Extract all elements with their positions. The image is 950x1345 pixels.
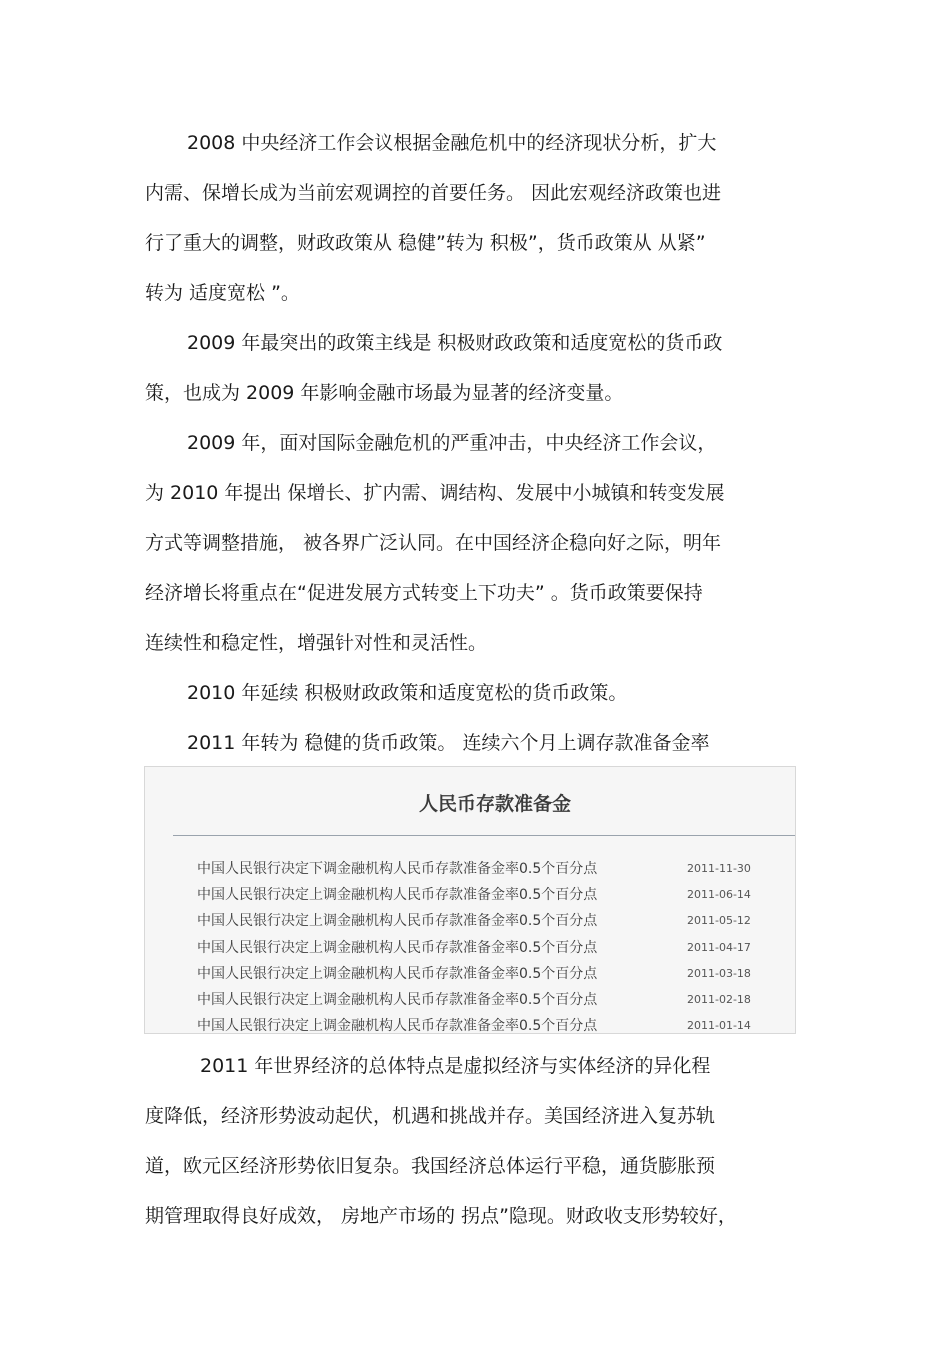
text-line: 策，也成为 2009 年影响金融市场最为显著的经济变量。 bbox=[145, 382, 624, 404]
text-line: 经济增长将重点在“促进发展方式转变上下功夫” 。货币政策要保持 bbox=[145, 582, 703, 604]
text-line: 度降低，经济形势波动起伏，机遇和挑战并存。美国经济进入复苏轨 bbox=[145, 1105, 716, 1127]
text-line: 转为 适度宽松 ”。 bbox=[145, 282, 300, 304]
announcement-date: 2011-02-18 bbox=[687, 992, 751, 1006]
list-item[interactable] bbox=[197, 908, 767, 934]
list-item[interactable] bbox=[197, 1013, 767, 1039]
text-line: 2010 年延续 积极财政政策和适度宽松的货币政策。 bbox=[187, 682, 628, 704]
announcement-link[interactable]: 中国人民银行决定上调金融机构人民币存款准备金率0.5个百分点 bbox=[197, 939, 598, 956]
text-line: 2008 中央经济工作会议根据金融危机中的经济现状分析，扩大 bbox=[187, 132, 717, 154]
reserve-ratio-panel bbox=[144, 766, 796, 1034]
list-item[interactable] bbox=[197, 987, 767, 1013]
text-line: 为 2010 年提出 保增长、扩内需、调结构、发展中小城镇和转变发展 bbox=[145, 482, 725, 504]
announcement-date: 2011-06-14 bbox=[687, 888, 751, 902]
announcement-date: 2011-11-30 bbox=[687, 862, 751, 875]
announcement-link[interactable]: 中国人民银行决定上调金融机构人民币存款准备金率0.5个百分点 bbox=[197, 965, 598, 982]
list-item[interactable] bbox=[197, 935, 767, 961]
announcement-link[interactable]: 中国人民银行决定上调金融机构人民币存款准备金率0.5个百分点 bbox=[197, 887, 598, 904]
announcement-link[interactable]: 中国人民银行决定下调金融机构人民币存款准备金率0.5个百分点 bbox=[197, 861, 598, 877]
announcement-link[interactable]: 中国人民银行决定上调金融机构人民币存款准备金率0.5个百分点 bbox=[197, 991, 598, 1008]
list-item[interactable] bbox=[197, 961, 767, 987]
text-line: 2011 年世界经济的总体特点是虚拟经济与实体经济的异化程 bbox=[200, 1055, 711, 1077]
text-line: 方式等调整措施， 被各界广泛认同。在中国经济企稳向好之际，明年 bbox=[145, 532, 722, 554]
announcement-link[interactable]: 中国人民银行决定上调金融机构人民币存款准备金率0.5个百分点 bbox=[197, 1018, 598, 1035]
text-line: 道，欧元区经济形势依旧复杂。我国经济总体运行平稳，通货膨胀预 bbox=[145, 1155, 716, 1177]
announcement-date: 2011-04-17 bbox=[687, 940, 751, 954]
announcement-date: 2011-01-14 bbox=[687, 1019, 751, 1033]
announcement-date: 2011-05-12 bbox=[687, 914, 751, 928]
text-line: 2009 年，面对国际金融危机的严重冲击，中央经济工作会议， bbox=[187, 432, 717, 454]
announcement-link[interactable]: 中国人民银行决定上调金融机构人民币存款准备金率0.5个百分点 bbox=[197, 913, 598, 930]
text-line: 内需、保增长成为当前宏观调控的首要任务。 因此宏观经济政策也进 bbox=[145, 182, 722, 204]
text-line: 期管理取得良好成效， 房地产市场的 拐点”隐现。财政收支形势较好， bbox=[145, 1205, 737, 1227]
text-line: 2009 年最突出的政策主线是 积极财政政策和适度宽松的货币政 bbox=[187, 332, 723, 354]
text-line: 连续性和稳定性，增强针对性和灵活性。 bbox=[145, 632, 488, 654]
list-item[interactable] bbox=[197, 856, 767, 882]
text-line: 行了重大的调整，财政政策从 稳健”转为 积极”，货币政策从 从紧” bbox=[145, 232, 706, 254]
announcement-list bbox=[197, 856, 767, 1039]
text-line: 2011 年转为 稳健的货币政策。 连续六个月上调存款准备金率 bbox=[187, 732, 710, 754]
panel-title: 人民币存款准备金 bbox=[418, 793, 571, 815]
announcement-date: 2011-03-18 bbox=[687, 966, 751, 980]
divider bbox=[173, 835, 795, 836]
list-item[interactable] bbox=[197, 882, 767, 908]
